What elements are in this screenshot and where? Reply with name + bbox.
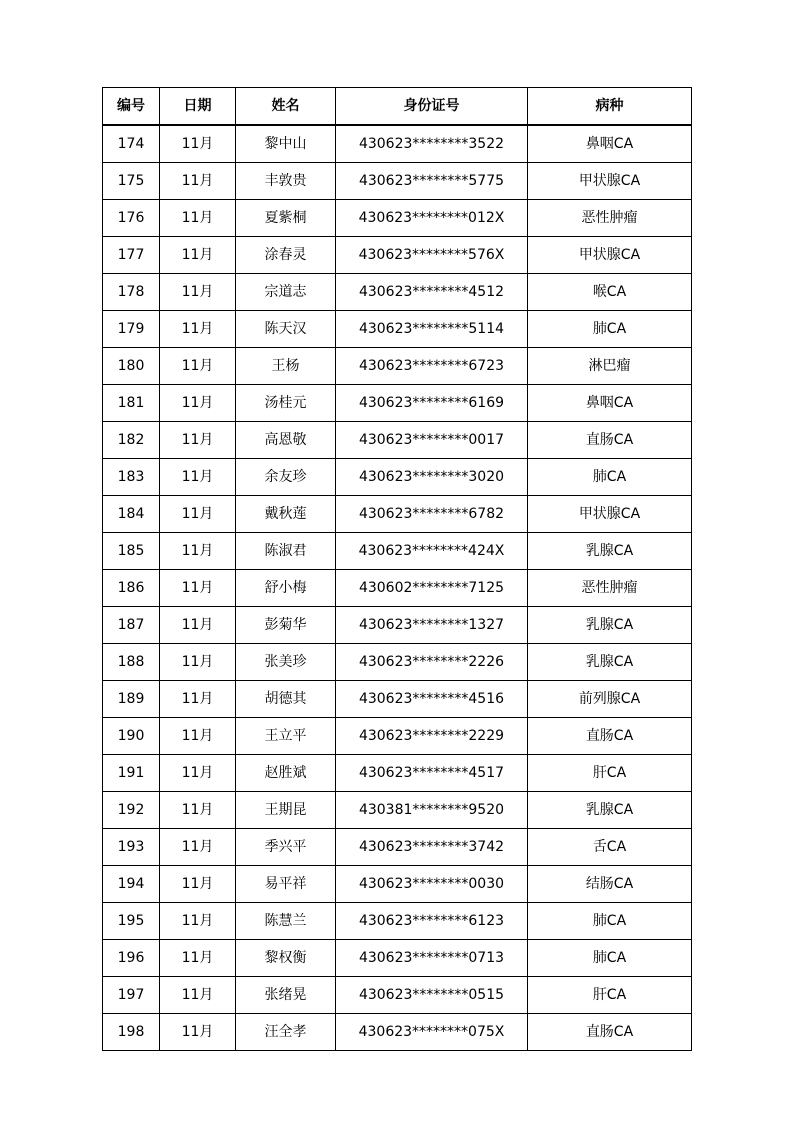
cell-disease: 结肠CA <box>528 866 692 903</box>
cell-id-number: 430381********9520 <box>336 792 528 829</box>
cell-date: 11月 <box>160 237 236 274</box>
cell-id: 188 <box>103 644 160 681</box>
table-row <box>103 792 692 829</box>
cell-disease: 甲状腺CA <box>528 237 692 274</box>
cell-disease: 前列腺CA <box>528 681 692 718</box>
cell-disease: 乳腺CA <box>528 792 692 829</box>
table-row <box>103 866 692 903</box>
cell-date: 11月 <box>160 829 236 866</box>
cell-id: 174 <box>103 125 160 163</box>
cell-id-number: 430623********2226 <box>336 644 528 681</box>
cell-disease: 鼻咽CA <box>528 125 692 163</box>
cell-name: 王立平 <box>236 718 336 755</box>
table-row <box>103 459 692 496</box>
cell-name: 陈慧兰 <box>236 903 336 940</box>
cell-id-number: 430623********4517 <box>336 755 528 792</box>
cell-name: 季兴平 <box>236 829 336 866</box>
cell-id-number: 430623********3522 <box>336 125 528 163</box>
cell-id-number: 430623********3020 <box>336 459 528 496</box>
table-row <box>103 607 692 644</box>
cell-name: 胡德其 <box>236 681 336 718</box>
table-row <box>103 940 692 977</box>
cell-id-number: 430623********424X <box>336 533 528 570</box>
cell-date: 11月 <box>160 792 236 829</box>
table-row <box>103 718 692 755</box>
cell-disease: 肝CA <box>528 755 692 792</box>
cell-name: 戴秋莲 <box>236 496 336 533</box>
cell-date: 11月 <box>160 1014 236 1051</box>
cell-disease: 乳腺CA <box>528 607 692 644</box>
cell-id-number: 430623********075X <box>336 1014 528 1051</box>
header-name: 姓名 <box>236 88 336 126</box>
cell-name: 宗道志 <box>236 274 336 311</box>
cell-id: 176 <box>103 200 160 237</box>
cell-id: 194 <box>103 866 160 903</box>
cell-date: 11月 <box>160 125 236 163</box>
cell-date: 11月 <box>160 385 236 422</box>
cell-id: 183 <box>103 459 160 496</box>
records-table <box>102 87 692 1051</box>
cell-id-number: 430623********1327 <box>336 607 528 644</box>
header-id: 编号 <box>103 88 160 126</box>
cell-name: 丰敦贵 <box>236 163 336 200</box>
cell-id-number: 430623********6123 <box>336 903 528 940</box>
cell-disease: 恶性肿瘤 <box>528 200 692 237</box>
cell-id: 177 <box>103 237 160 274</box>
cell-date: 11月 <box>160 533 236 570</box>
cell-id: 191 <box>103 755 160 792</box>
cell-disease: 直肠CA <box>528 422 692 459</box>
cell-name: 夏紫桐 <box>236 200 336 237</box>
cell-name: 舒小梅 <box>236 570 336 607</box>
cell-id: 182 <box>103 422 160 459</box>
cell-date: 11月 <box>160 163 236 200</box>
cell-name: 汪全孝 <box>236 1014 336 1051</box>
cell-disease: 肺CA <box>528 459 692 496</box>
table-row <box>103 200 692 237</box>
cell-disease: 肺CA <box>528 311 692 348</box>
table-body <box>103 125 692 1051</box>
cell-id-number: 430623********2229 <box>336 718 528 755</box>
cell-disease: 乳腺CA <box>528 533 692 570</box>
cell-disease: 恶性肿瘤 <box>528 570 692 607</box>
cell-name: 陈天汉 <box>236 311 336 348</box>
cell-date: 11月 <box>160 755 236 792</box>
cell-disease: 喉CA <box>528 274 692 311</box>
table-row <box>103 311 692 348</box>
cell-disease: 甲状腺CA <box>528 163 692 200</box>
cell-id: 196 <box>103 940 160 977</box>
table-row <box>103 570 692 607</box>
cell-id: 184 <box>103 496 160 533</box>
cell-disease: 肺CA <box>528 903 692 940</box>
cell-disease: 直肠CA <box>528 718 692 755</box>
cell-date: 11月 <box>160 607 236 644</box>
cell-id: 195 <box>103 903 160 940</box>
cell-id: 175 <box>103 163 160 200</box>
cell-date: 11月 <box>160 977 236 1014</box>
cell-id: 187 <box>103 607 160 644</box>
cell-id-number: 430623********0017 <box>336 422 528 459</box>
table-row <box>103 644 692 681</box>
table-row <box>103 681 692 718</box>
cell-id-number: 430623********5114 <box>336 311 528 348</box>
cell-id: 192 <box>103 792 160 829</box>
cell-id: 186 <box>103 570 160 607</box>
cell-id: 193 <box>103 829 160 866</box>
table-row <box>103 533 692 570</box>
cell-id: 181 <box>103 385 160 422</box>
cell-id-number: 430623********012X <box>336 200 528 237</box>
cell-disease: 舌CA <box>528 829 692 866</box>
cell-disease: 直肠CA <box>528 1014 692 1051</box>
cell-name: 张美珍 <box>236 644 336 681</box>
cell-id: 190 <box>103 718 160 755</box>
table-row <box>103 829 692 866</box>
table-row <box>103 977 692 1014</box>
cell-name: 黎权衡 <box>236 940 336 977</box>
cell-name: 张绪晃 <box>236 977 336 1014</box>
cell-date: 11月 <box>160 866 236 903</box>
table-row <box>103 422 692 459</box>
cell-id-number: 430623********4516 <box>336 681 528 718</box>
cell-disease: 甲状腺CA <box>528 496 692 533</box>
table-header <box>103 88 692 126</box>
cell-id: 185 <box>103 533 160 570</box>
cell-id-number: 430623********4512 <box>336 274 528 311</box>
cell-id-number: 430623********6723 <box>336 348 528 385</box>
cell-date: 11月 <box>160 274 236 311</box>
header-row <box>103 88 692 126</box>
cell-name: 王期昆 <box>236 792 336 829</box>
cell-disease: 乳腺CA <box>528 644 692 681</box>
cell-name: 易平祥 <box>236 866 336 903</box>
table-row <box>103 755 692 792</box>
cell-id: 198 <box>103 1014 160 1051</box>
cell-id-number: 430623********0030 <box>336 866 528 903</box>
cell-name: 汤桂元 <box>236 385 336 422</box>
table-row <box>103 348 692 385</box>
cell-id: 180 <box>103 348 160 385</box>
cell-id: 197 <box>103 977 160 1014</box>
table-row <box>103 163 692 200</box>
cell-name: 陈淑君 <box>236 533 336 570</box>
cell-name: 涂春灵 <box>236 237 336 274</box>
cell-id-number: 430602********7125 <box>336 570 528 607</box>
cell-id-number: 430623********5775 <box>336 163 528 200</box>
cell-disease: 鼻咽CA <box>528 385 692 422</box>
cell-date: 11月 <box>160 496 236 533</box>
cell-date: 11月 <box>160 718 236 755</box>
cell-date: 11月 <box>160 348 236 385</box>
cell-id-number: 430623********3742 <box>336 829 528 866</box>
cell-id-number: 430623********576X <box>336 237 528 274</box>
table-row <box>103 274 692 311</box>
table-row <box>103 125 692 163</box>
cell-id-number: 430623********6169 <box>336 385 528 422</box>
cell-id-number: 430623********0515 <box>336 977 528 1014</box>
cell-date: 11月 <box>160 570 236 607</box>
header-date: 日期 <box>160 88 236 126</box>
cell-disease: 肺CA <box>528 940 692 977</box>
cell-disease: 淋巴瘤 <box>528 348 692 385</box>
cell-date: 11月 <box>160 311 236 348</box>
table-row <box>103 237 692 274</box>
cell-date: 11月 <box>160 422 236 459</box>
cell-id: 178 <box>103 274 160 311</box>
cell-disease: 肝CA <box>528 977 692 1014</box>
cell-id: 189 <box>103 681 160 718</box>
cell-name: 彭菊华 <box>236 607 336 644</box>
cell-id-number: 430623********6782 <box>336 496 528 533</box>
header-id-number: 身份证号 <box>336 88 528 126</box>
cell-name: 赵胜斌 <box>236 755 336 792</box>
table-row <box>103 385 692 422</box>
cell-date: 11月 <box>160 200 236 237</box>
cell-date: 11月 <box>160 681 236 718</box>
cell-name: 黎中山 <box>236 125 336 163</box>
cell-name: 王杨 <box>236 348 336 385</box>
cell-date: 11月 <box>160 644 236 681</box>
cell-date: 11月 <box>160 903 236 940</box>
cell-name: 高恩敬 <box>236 422 336 459</box>
header-disease: 病种 <box>528 88 692 126</box>
cell-date: 11月 <box>160 459 236 496</box>
cell-date: 11月 <box>160 940 236 977</box>
table-row <box>103 496 692 533</box>
cell-name: 余友珍 <box>236 459 336 496</box>
cell-id-number: 430623********0713 <box>336 940 528 977</box>
cell-id: 179 <box>103 311 160 348</box>
table-row <box>103 903 692 940</box>
table-row <box>103 1014 692 1051</box>
